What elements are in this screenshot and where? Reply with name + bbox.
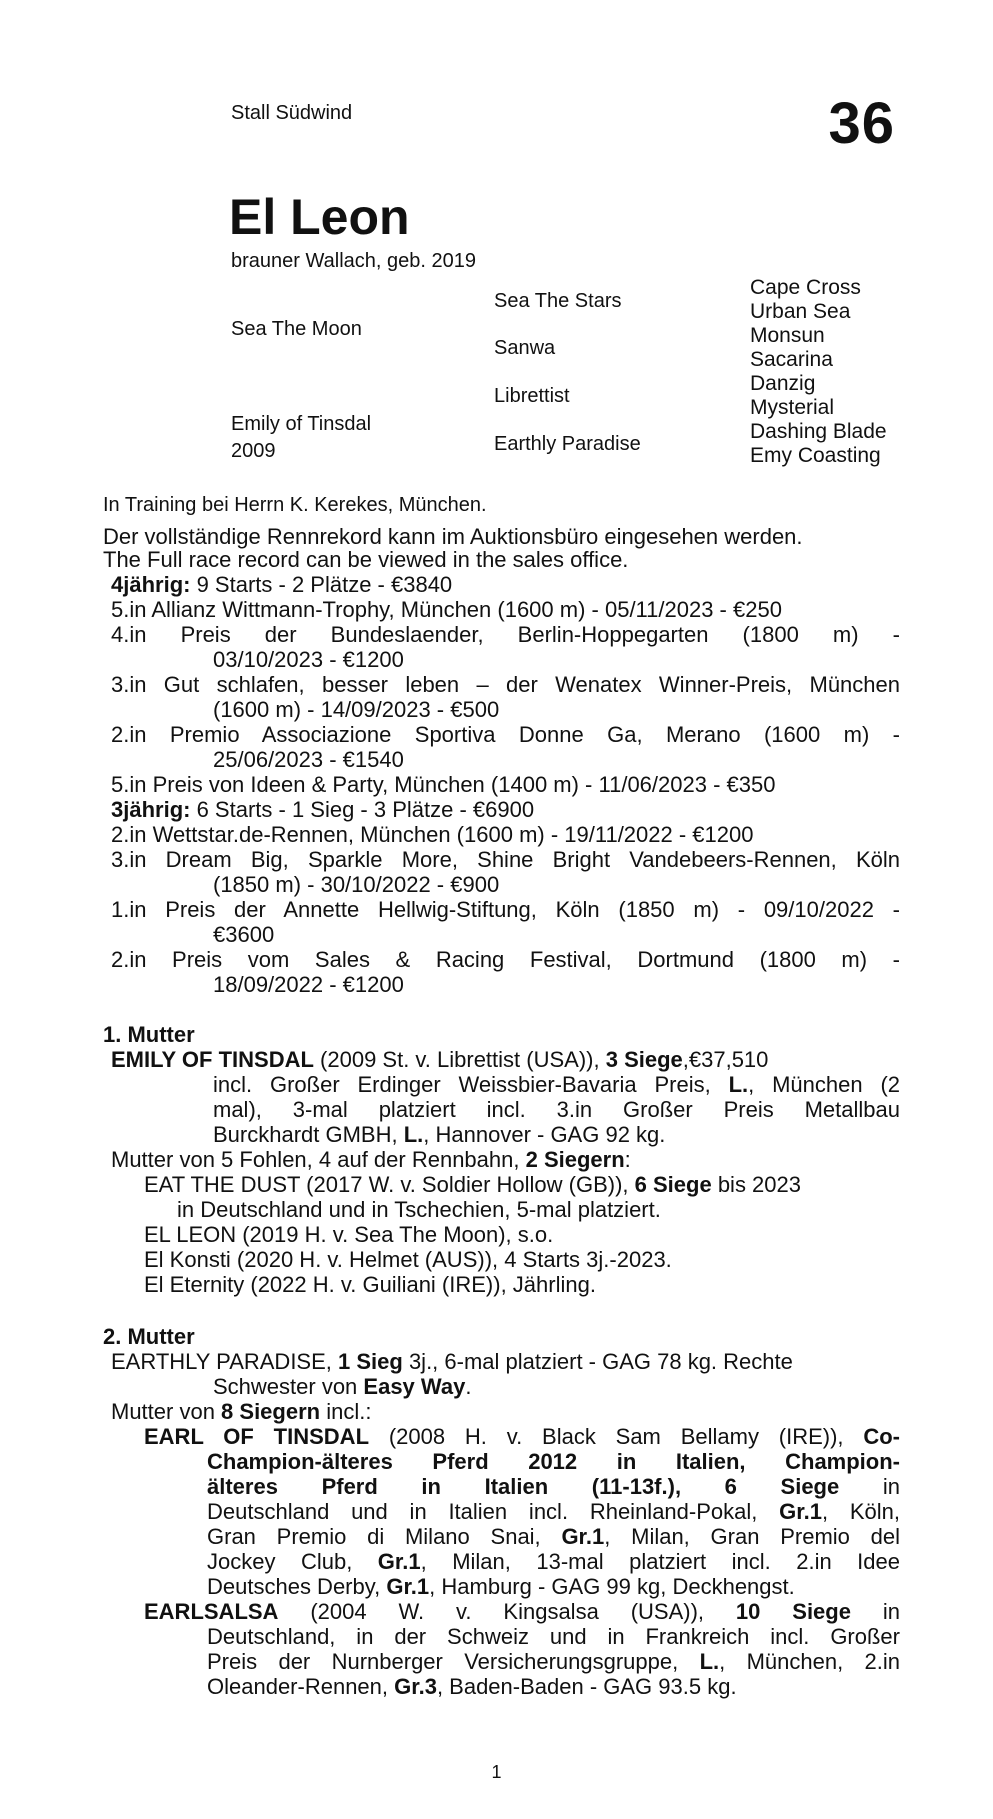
- dam1-line-4: Burckhardt GMBH, L., Hannover - GAG 92 kg.: [213, 1122, 666, 1147]
- dam1-line-2: incl. Großer Erdinger Weissbier-Bavaria Preis, L., München (2: [213, 1072, 900, 1097]
- age4-summary: 4jährig: 9 Starts - 2 Plätze - €3840: [111, 572, 453, 597]
- horse-description: brauner Wallach, geb. 2019: [231, 250, 476, 272]
- dam2-earl-line-7: Deutsches Derby, Gr.1, Hamburg - GAG 99 kg, Deckhengst.: [207, 1574, 795, 1599]
- pedigree-gen3-2: Urban Sea: [750, 300, 851, 323]
- dam2-earlsalsa-line-1: EARLSALSA (2004 W. v. Kingsalsa (USA)), 10 Siege in: [144, 1599, 900, 1624]
- dam1-section: [103, 1022, 900, 1297]
- dam2-earl-line-3: älteres Pferd in Italien (11-13f.), 6 Siege in: [207, 1474, 900, 1499]
- race-entry: 2.in Premio Associazione Sportiva Donne Ga, Merano (1600 m) -: [111, 722, 900, 747]
- page-number: 1: [491, 1762, 502, 1782]
- dam1-foal-3: El Konsti (2020 H. v. Helmet (AUS)), 4 Starts 3j.-2023.: [144, 1247, 672, 1272]
- training-note: In Training bei Herrn K. Kerekes, München.: [103, 494, 487, 516]
- pedigree-dam-year: 2009: [231, 440, 276, 462]
- pedigree-dam-sire: Librettist: [494, 385, 570, 407]
- race-entry: 2.in Preis vom Sales & Racing Festival, Dortmund (1800 m) -: [111, 947, 900, 972]
- pedigree-gen3-8: Emy Coasting: [750, 444, 881, 467]
- dam1-line-3: mal), 3-mal platziert incl. 3.in Großer Preis Metallbau: [213, 1097, 900, 1122]
- dam2-earl-line-5: Gran Premio di Milano Snai, Gr.1, Milan, Gran Premio del: [207, 1524, 900, 1549]
- pedigree-gen3-4: Sacarina: [750, 348, 833, 371]
- race-entry: 2.in Wettstar.de-Rennen, München (1600 m) - 19/11/2022 - €1200: [111, 822, 754, 847]
- pedigree-gen3-6: Mysterial: [750, 396, 835, 419]
- dam1-heading: 1. Mutter: [103, 1022, 195, 1047]
- dam2-earl-line-2: Champion-älteres Pferd 2012 in Italien, Champion-: [207, 1449, 900, 1474]
- race-entry-cont: (1600 m) - 14/09/2023 - €500: [213, 697, 500, 722]
- lot-number: 36: [828, 91, 895, 156]
- pedigree-sire-dam: Sanwa: [494, 337, 556, 359]
- record-note-en: The Full race record can be viewed in the sales office.: [103, 547, 629, 572]
- dam2-section: [103, 1324, 900, 1699]
- dam1-line-1: EMILY OF TINSDAL (2009 St. v. Librettist (USA)), 3 Siege,€37,510: [111, 1047, 769, 1072]
- dam1-foal-2: EL LEON (2019 H. v. Sea The Moon), s.o.: [144, 1222, 554, 1247]
- pedigree-gen3-7: Dashing Blade: [750, 420, 887, 443]
- dam1-foal-4: El Eternity (2022 H. v. Guiliani (IRE)), Jährling.: [144, 1272, 596, 1297]
- stable-name: Stall Südwind: [231, 102, 353, 124]
- dam2-earl-line-6: Jockey Club, Gr.1, Milan, 13-mal platziert incl. 2.in Idee: [207, 1549, 900, 1574]
- race-entry: 5.in Preis von Ideen & Party, München (1400 m) - 11/06/2023 - €350: [111, 772, 776, 797]
- race-entry-cont: 18/09/2022 - €1200: [213, 972, 404, 997]
- race-entry-cont: €3600: [213, 922, 275, 947]
- age4-label: 4jährig:: [111, 572, 191, 597]
- dam2-line-2: Schwester von Easy Way.: [213, 1374, 472, 1399]
- dam2-earl-line-1: EARL OF TINSDAL (2008 H. v. Black Sam Bellamy (IRE)), Co-: [144, 1424, 900, 1449]
- dam1-produce: Mutter von 5 Fohlen, 4 auf der Rennbahn, 2 Siegern:: [111, 1147, 631, 1172]
- pedigree-gen3-3: Monsun: [750, 324, 825, 347]
- race-entry: 3.in Gut schlafen, besser leben – der Wenatex Winner-Preis, München: [111, 672, 900, 697]
- pedigree-sire: Sea The Moon: [231, 318, 362, 340]
- race-entry-cont: 03/10/2023 - €1200: [213, 647, 404, 672]
- horse-name: El Leon: [229, 189, 410, 245]
- race-entry-cont: 25/06/2023 - €1540: [213, 747, 404, 772]
- age3-summary: 3jährig: 6 Starts - 1 Sieg - 3 Plätze - €6900: [111, 797, 535, 822]
- race-entry: 1.in Preis der Annette Hellwig-Stiftung, Köln (1850 m) - 09/10/2022 -: [111, 897, 900, 922]
- pedigree-sire-sire: Sea The Stars: [494, 290, 622, 312]
- race-entry-cont: (1850 m) - 30/10/2022 - €900: [213, 872, 500, 897]
- dam2-earlsalsa-line-4: Oleander-Rennen, Gr.3, Baden-Baden - GAG 93.5 kg.: [207, 1674, 737, 1699]
- dam1-foal-1-cont: in Deutschland und in Tschechien, 5-mal platziert.: [177, 1197, 661, 1222]
- dam1-foal-1: EAT THE DUST (2017 W. v. Soldier Hollow (GB)), 6 Siege bis 2023: [144, 1172, 801, 1197]
- race-entry: 5.in Allianz Wittmann-Trophy, München (1600 m) - 05/11/2023 - €250: [111, 597, 782, 622]
- dam2-earlsalsa-line-3: Preis der Nurnberger Versicherungsgruppe, L., München, 2.in: [207, 1649, 900, 1674]
- record-note-de: Der vollständige Rennrekord kann im Auktionsbüro eingesehen werden.: [103, 524, 803, 549]
- age3-label: 3jährig:: [111, 797, 191, 822]
- race-entry: 4.in Preis der Bundeslaender, Berlin-Hoppegarten (1800 m) -: [111, 622, 900, 647]
- pedigree-gen3-1: Cape Cross: [750, 276, 861, 299]
- dam2-heading: 2. Mutter: [103, 1324, 195, 1349]
- dam2-line-1: EARTHLY PARADISE, 1 Sieg 3j., 6-mal platziert - GAG 78 kg. Rechte: [111, 1349, 793, 1374]
- race-entry: 3.in Dream Big, Sparkle More, Shine Bright Vandebeers-Rennen, Köln: [111, 847, 900, 872]
- pedigree-dam: Emily of Tinsdal: [231, 413, 372, 435]
- dam2-earl-line-4: Deutschland und in Italien incl. Rheinland-Pokal, Gr.1, Köln,: [207, 1499, 900, 1524]
- pedigree-dam-dam: Earthly Paradise: [494, 433, 641, 455]
- race-record: [103, 524, 900, 997]
- dam2-produce: Mutter von 8 Siegern incl.:: [111, 1399, 372, 1424]
- dam2-earlsalsa-line-2: Deutschland, in der Schweiz und in Frankreich incl. Großer: [207, 1624, 900, 1649]
- pedigree-gen3-5: Danzig: [750, 372, 816, 395]
